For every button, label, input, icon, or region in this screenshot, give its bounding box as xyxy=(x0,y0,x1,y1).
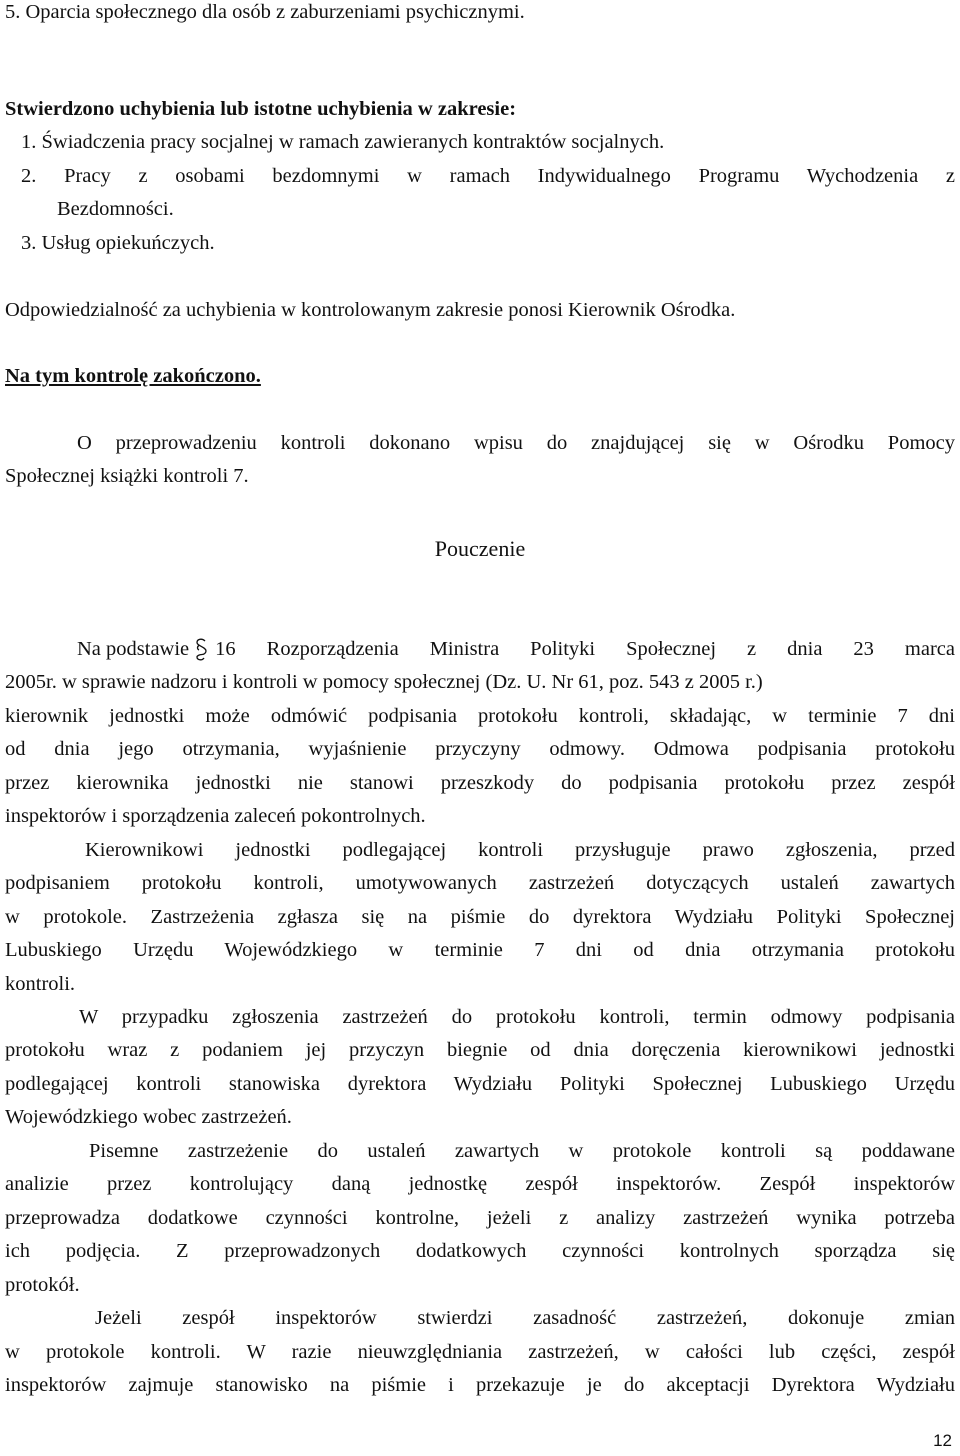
para5-line-1: Jeżeli zespół inspektorów stwierdzi zasadność zastrzeżeń, dokonuje zmian xyxy=(95,1307,955,1329)
para1-line-2: 2005r. w sprawie nadzoru i kontroli w pomocy społecznej (Dz. U. Nr 61, poz. 543 z 2005 r.) xyxy=(5,671,763,693)
para2-line-4: Lubuskiego Urzędu Wojewódzkiego w terminie 7 dni od dnia otrzymania protokołu xyxy=(5,939,955,961)
para4-line-3: przeprowadza dodatkowe czynności kontrolne, jeżeli z analizy zastrzeżeń wynika potrzeba xyxy=(5,1207,955,1229)
para2-line-3: w protokole. Zastrzeżenia zgłasza się na piśmie do dyrektora Wydziału Polityki Społecznej xyxy=(5,906,955,928)
para1-line-1 xyxy=(77,633,955,666)
entry-line-1: O przeprowadzeniu kontroli dokonano wpisu do znajdującej się w Ośrodku Pomocy xyxy=(77,432,955,454)
para1-lead: Na podstawie xyxy=(77,638,190,660)
para4-line-5: protokół. xyxy=(5,1274,80,1296)
para4-line-2: analizie przez kontrolujący daną jednostkę zespół inspektorów. Zespół inspektorów xyxy=(5,1173,955,1195)
page-number: 12 xyxy=(933,1431,952,1450)
para3-line-2: protokołu wraz z podaniem jej przyczyn biegnie od dnia doręczenia kierownikowi jednostki xyxy=(5,1039,955,1061)
para2-line-2: podpisaniem protokołu kontroli, umotywowanych zastrzeżeń dotyczących ustaleń zawartych xyxy=(5,872,955,894)
para2-line-1: Kierownikowi jednostki podlegającej kontroli przysługuje prawo zgłoszenia, przed xyxy=(85,839,955,861)
para4-line-4: ich podjęcia. Z przeprowadzonych dodatkowych czynności kontrolnych sporządza się xyxy=(5,1240,955,1262)
para5-line-3: inspektorów zajmuje stanowisko na piśmie i przekazuje je do akceptacji Dyrektora Wydziału xyxy=(5,1374,955,1396)
para1-line-5: przez kierownika jednostki nie stanowi przeszkody do podpisania protokołu przez zespół xyxy=(5,772,955,794)
instruction-title: Pouczenie xyxy=(434,536,526,561)
finding-item-2: 2. Pracy z osobami bezdomnymi w ramach Indywidualnego Programu Wychodzenia z xyxy=(21,165,955,187)
para1-line-4: od dnia jego otrzymania, wyjaśnienie przyczyny odmowy. Odmowa podpisania protokołu xyxy=(5,738,955,760)
finding-item-3: 3. Usług opiekuńczych. xyxy=(21,232,215,254)
section-sign-icon xyxy=(191,637,213,663)
para4-line-1: Pisemne zastrzeżenie do ustaleń zawartych w protokole kontroli są poddawane xyxy=(89,1140,955,1162)
finding-item-2-cont: Bezdomności. xyxy=(57,198,174,220)
para3-line-3: podlegającej kontroli stanowiska dyrektora Wydziału Polityki Społecznej Lubuskiego Urzędu xyxy=(5,1073,955,1095)
closing-statement: Na tym kontrolę zakończono. xyxy=(5,365,261,387)
para5-line-2: w protokole kontroli. W razie nieuwzględniania zastrzeżeń, w całości lub części, zespół xyxy=(5,1341,955,1363)
para3-line-1: W przypadku zgłoszenia zastrzeżeń do protokołu kontroli, termin odmowy podpisania xyxy=(79,1006,955,1028)
para2-line-5: kontroli. xyxy=(5,973,76,995)
finding-item-1: 1. Świadczenia pracy socjalnej w ramach zawieranych kontraktów socjalnych. xyxy=(21,131,665,153)
para3-line-4: Wojewódzkiego wobec zastrzeżeń. xyxy=(5,1106,292,1128)
para1-lead-rest: 16 Rozporządzenia Ministra Polityki Społecznej z dnia 23 marca xyxy=(215,638,955,660)
para1-line-6: inspektorów i sporządzenia zaleceń pokontrolnych. xyxy=(5,805,426,827)
entry-line-2: Społecznej książki kontroli 7. xyxy=(5,465,249,487)
para1-line-3: kierownik jednostki może odmówić podpisania protokołu kontroli, składając, w terminie 7 dni xyxy=(5,705,955,727)
list-item-5: 5. Oparcia społecznego dla osób z zaburzeniami psychicznymi. xyxy=(5,1,525,23)
findings-heading: Stwierdzono uchybienia lub istotne uchybienia w zakresie: xyxy=(5,98,517,120)
responsibility-statement: Odpowiedzialność za uchybienia w kontrolowanym zakresie ponosi Kierownik Ośrodka. xyxy=(5,299,736,321)
